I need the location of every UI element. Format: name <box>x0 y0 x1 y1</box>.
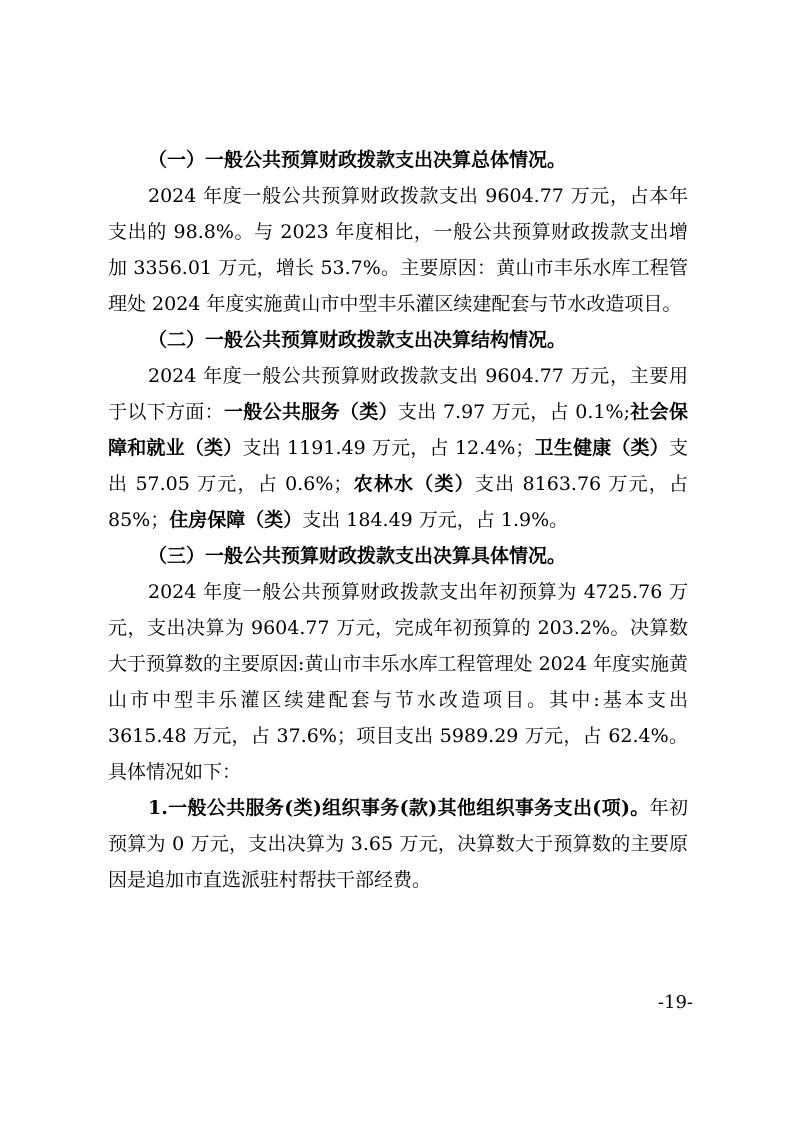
section2-body <box>108 358 688 538</box>
section3-heading: （三）一般公共预算财政拨款支出决算具体情况。 <box>148 545 567 567</box>
page-number: -19- <box>657 992 693 1013</box>
category-text: 支出 8163.76 万元，占 85%； <box>108 473 688 531</box>
section3-body: 2024 年度一般公共预算财政拨款支出年初预算为 4725.76 万元，支出决算为 9604.77 万元，完成年初预算的 203.2%。决算数大于预算数的主要原因:黄山市丰乐水库工程管理处 2024 年度实施黄山市中型丰乐灌区续建配套与节水改造项目。其中:基本支出 3615.48 万元，占 37.6%；项目支出 5989.29 万元，占 62.4%。具体情况如下： <box>108 581 688 783</box>
category-text: 支出 7.97 万元，占 0.1%; <box>397 401 630 423</box>
category-text: 支出 1191.49 万元，占 12.4%； <box>242 437 535 459</box>
section2-heading: （二）一般公共预算财政拨款支出决算结构情况。 <box>148 329 567 351</box>
category-text: 支出 57.05 万元，占 0.6%； <box>108 437 688 495</box>
item1-paragraph <box>108 790 688 898</box>
category-text: 支出 184.49 万元，占 1.9%。 <box>302 509 569 531</box>
category-name: 一般公共服务（类） <box>223 401 398 423</box>
section1-heading: （一）一般公共预算财政拨款支出决算总体情况。 <box>148 149 567 171</box>
document-page <box>108 142 688 898</box>
item1-body: 年初预算为 0 万元，支出决算为 3.65 万元，决算数大于预算数的主要原因是追加市直选派驻村帮扶干部经费。 <box>108 797 688 891</box>
category-name: 卫生健康（类） <box>534 437 669 459</box>
category-name: 住房保障（类） <box>169 509 303 531</box>
item1-title: 1.一般公共服务(类)组织事务(款)其他组织事务支出(项)。 <box>148 797 650 819</box>
category-name: 社会保障和就业（类） <box>108 401 688 459</box>
section2-intro: 2024 年度一般公共预算财政拨款支出 9604.77 万元，主要用于以下方面： <box>108 365 688 423</box>
category-name: 农林水（类） <box>352 473 475 495</box>
section1-body: 2024 年度一般公共预算财政拨款支出 9604.77 万元，占本年支出的 98.8%。与 2023 年度相比，一般公共预算财政拨款支出增加 3356.01 万元，增长 53.7%。主要原因：黄山市丰乐水库工程管理处 2024 年度实施黄山市中型丰乐灌区续建配套与节水改造项目。 <box>108 185 688 315</box>
